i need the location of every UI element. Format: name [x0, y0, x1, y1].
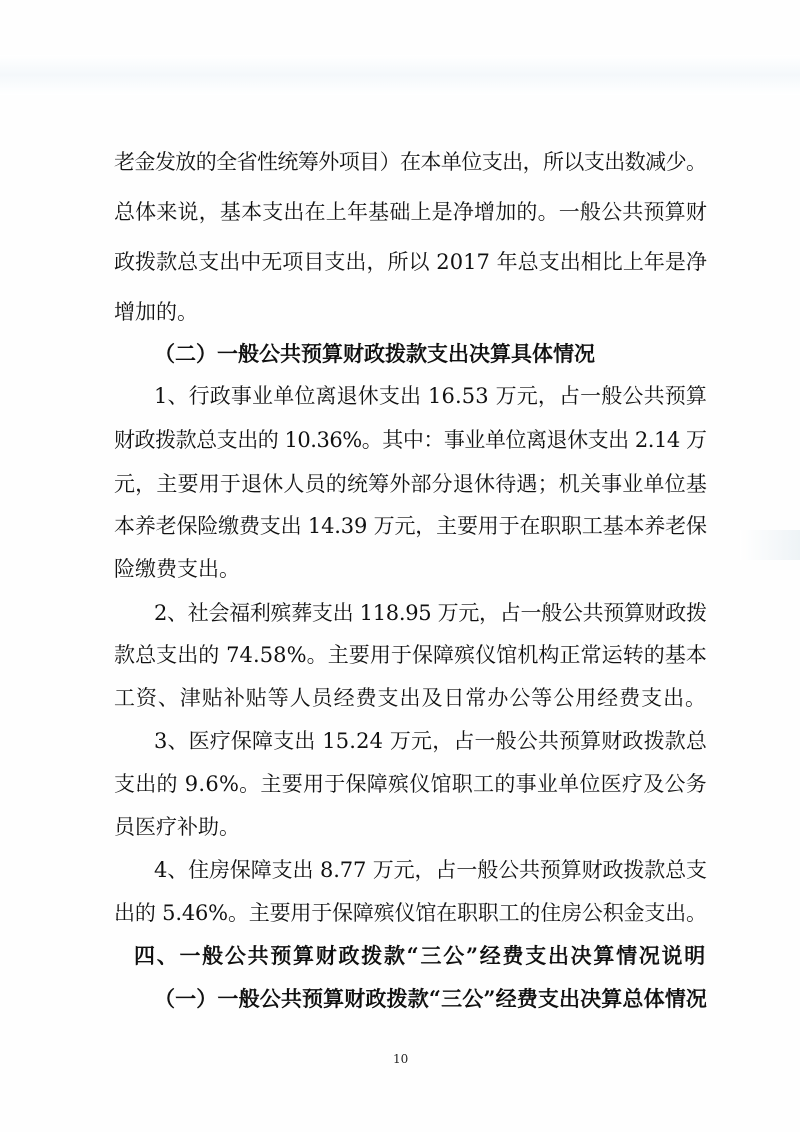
paragraph-line: 员医疗补助。	[114, 815, 240, 839]
page-number: 10	[393, 1052, 409, 1066]
paragraph-line: 本养老保险缴费支出 14.39 万元，主要用于在职职工基本养老保	[114, 514, 707, 538]
paragraph-line: 3、医疗保障支出 15.24 万元，占一般公共预算财政拨款总	[154, 729, 707, 753]
paragraph-line: 老金发放的全省性统筹外项目）在本单位支出，所以支出数减少。	[114, 150, 707, 174]
paragraph-line: 款总支出的 74.58%。主要用于保障殡仪馆机构正常运转的基本	[114, 643, 707, 667]
scan-artifact-band	[0, 55, 800, 95]
paragraph-line: 政拨款总支出中无项目支出，所以 2017 年总支出相比上年是净	[114, 250, 707, 274]
section-heading: （二）一般公共预算财政拨款支出决算具体情况	[154, 341, 595, 366]
section-heading: 四、一般公共预算财政拨款“三公”经费支出决算情况说明	[134, 943, 707, 968]
paragraph-line: 2、社会福利殡葬支出 118.95 万元，占一般公共预算财政拨	[154, 601, 707, 625]
paragraph-line: 支出的 9.6%。主要用于保障殡仪馆职工的事业单位医疗及公务	[114, 772, 707, 796]
paragraph-line: 元，主要用于退休人员的统筹外部分退休待遇；机关事业单位基	[114, 472, 707, 496]
paragraph-line: 工资、津贴补贴等人员经费支出及日常办公等公用经费支出。	[114, 686, 707, 710]
paragraph-line: 总体来说，基本支出在上年基础上是净增加的。一般公共预算财	[114, 200, 707, 224]
paragraph-line: 4、住房保障支出 8.77 万元，占一般公共预算财政拨款总支	[154, 858, 707, 882]
paragraph-line: 险缴费支出。	[114, 557, 240, 581]
paragraph-line: 出的 5.46%。主要用于保障殡仪馆在职职工的住房公积金支出。	[114, 901, 707, 925]
scan-artifact-edge	[740, 530, 800, 560]
paragraph-line: 增加的。	[114, 300, 198, 324]
section-heading: （一）一般公共预算财政拨款“三公”经费支出决算总体情况	[154, 986, 707, 1011]
paragraph-line: 财政拨款总支出的 10.36%。其中：事业单位离退休支出 2.14 万	[114, 428, 707, 452]
paragraph-line: 1、行政事业单位离退休支出 16.53 万元，占一般公共预算	[154, 384, 707, 408]
